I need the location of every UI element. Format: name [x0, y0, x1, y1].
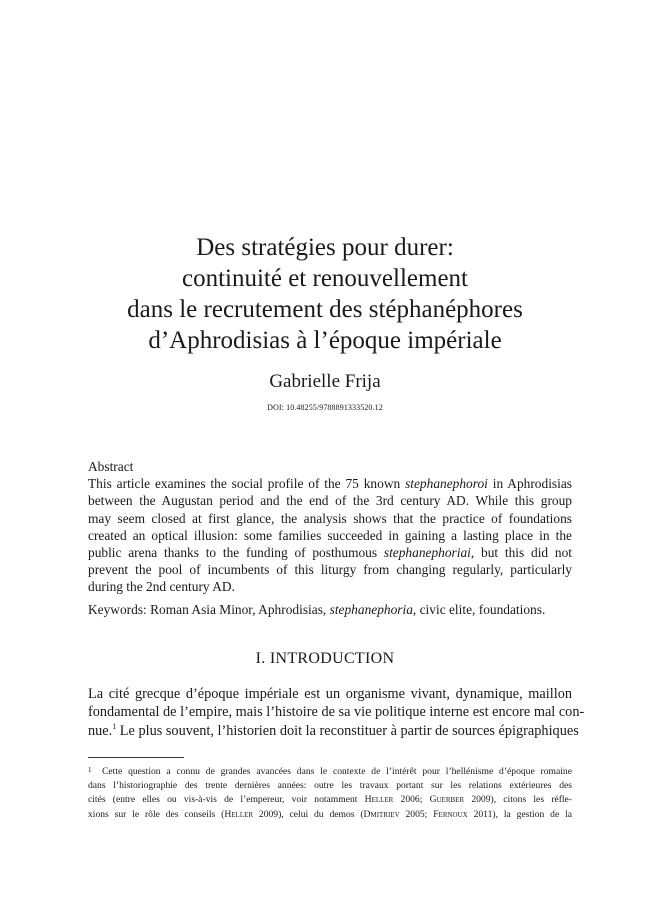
body-line: fondamental de l’empire, mais l’histoire de sa vie politique interne est encore mal con- — [88, 704, 585, 721]
abstract-line: between the Augustan period and the end of the 3rd century AD. While this group — [88, 493, 572, 509]
footnote — [88, 765, 572, 822]
body-line: La cité grecque d’époque impériale est un organisme vivant, dynamique, maillon — [88, 686, 572, 702]
title-line: continuité et renouvellement — [181, 265, 468, 292]
abstract-heading: Abstract — [88, 459, 134, 474]
footnote-line: dans l’historiographie des trente dernières années: outre les travaux portant sur les relations extérieures des — [88, 780, 572, 792]
title-line: d’Aphrodisias à l’époque impériale — [148, 327, 502, 354]
abstract-line: during the 2nd century AD. — [88, 579, 235, 595]
abstract-line: prevent the pool of incumbents of this liturgy from changing regularly, particularly — [88, 562, 572, 578]
footnote-line: cités (entre elles ou vis-à-vis de l’empereur, voir notamment Heller 2006; Guerber 2009), citons les réfle- — [88, 794, 573, 806]
footnote-line: xions sur le rôle des conseils (Heller 2009), celui du demos (Dmitriev 2005; Fernoux 2011), la gestion de la — [88, 808, 572, 820]
abstract-line: created an optical illusion: some families succeeded in gaining a lasting place in the — [88, 527, 572, 543]
article-title — [0, 232, 650, 356]
body-line: nue.$^1$ Le plus souvent, l’historien doit la reconstituer à partir de sources épigraphiques — [88, 722, 579, 739]
footnote-number: 1 — [88, 766, 92, 774]
abstract-line: may seem closed at first glance, the analysis shows that the practice of foundations — [88, 510, 572, 526]
footnote-reference[interactable]: 1 — [112, 722, 117, 732]
title-line: Des stratégies pour durer: — [196, 234, 454, 261]
footnote-line: 1 Cette question a connu de grandes avancées dans le contexte de l’intérêt pour l’hellénisme d’époque romaine — [88, 765, 572, 779]
abstract-line: public arena thanks to the funding of posthumous stephanephoriai, but this did not — [88, 545, 572, 561]
section-heading: I. INTRODUCTION — [255, 650, 395, 667]
abstract — [88, 458, 572, 596]
footnote-divider — [88, 757, 184, 758]
keywords: Keywords: Roman Asia Minor, Aphrodisias, stephanephoria, civic elite, foundations. — [88, 602, 546, 617]
title-line: dans le recrutement des stéphanéphores — [127, 296, 523, 323]
abstract-line: This article examines the social profile of the 75 known stephanephoroi in Aphrodisias — [88, 476, 573, 492]
doi: DOI: 10.48255/9788891333520.12 — [267, 403, 383, 412]
body-paragraph — [88, 685, 585, 740]
author-name: Gabrielle Frija — [269, 371, 381, 392]
